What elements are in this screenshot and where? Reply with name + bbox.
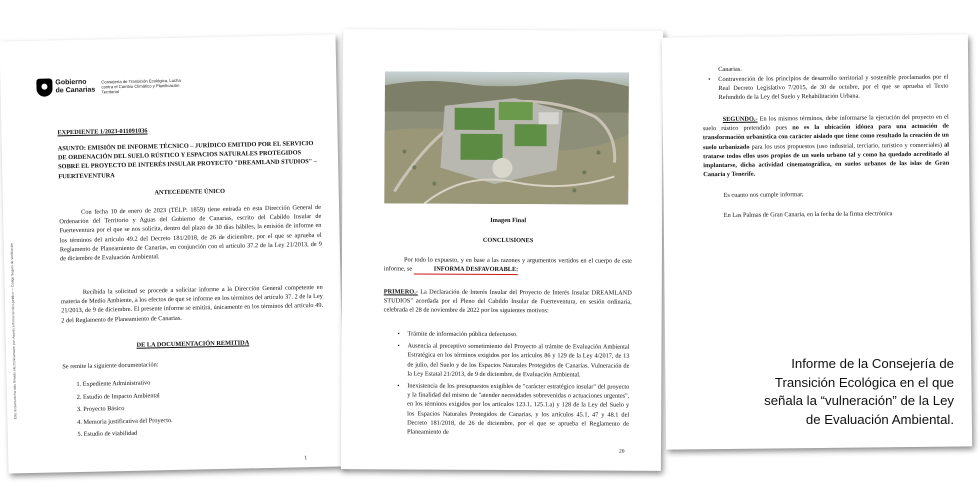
- dreamland-studios-render-image: [384, 71, 629, 204]
- department-name: Consejería de Transición Ecológica, Lucha contra el Cambio Climático y Planificación Territorial: [101, 77, 181, 95]
- reasons-list: [391, 329, 630, 440]
- conclusiones-heading: CONCLUSIONES: [482, 236, 534, 245]
- list-item: • Trámite de información pública defectuoso.: [408, 330, 630, 340]
- page-number: 1: [304, 455, 308, 462]
- primero-text: La Declaración de Interés Insular del Proyecto de Interés Insular DREAMLAND STUDIOS" acordada por el Pleno del Cabildo Insular de Fuerteventura, en sesión ordinaria, celebrada el 28 de noviembre de 2022 por los siguientes motivos:: [383, 288, 632, 315]
- closing-line: Es cuanto nos cumple informar,: [723, 191, 804, 199]
- list-item: 2. Estudio de Impacto Ambiental: [83, 387, 331, 401]
- antecedente-paragraph: Con fecha 10 de enero de 2023 (TELP: 1859) tiene entrada en esta Dirección General de Ordenación del Territorio y Aguas del Gobierno de Canarias, escrito del Cabildo Insular de Fuerteventura por el que se nos solicita, dentro del plazo de 30 días hábiles, la emisión de informe en los términos del artículo 49.2 del Decreto 181/2018, de 26 de diciembre, por el que se aprueba el Reglamento de Planeamiento de Canarias, en conjunción con el artículo 37.2 de la Ley 21/2013, de 9 de diciembre de Evaluación Ambiental.: [59, 203, 322, 263]
- image-caption: Imagen Final: [490, 216, 527, 225]
- conclusion-intro: [384, 255, 632, 276]
- list-item: • Inexistencia de los presupuestos exigibles de "carácter estratégico insular" del proyecto y la finalidad del mismo de "atender necesidades sobrevenidas o actuaciones urgentes", en los términos exigidos por los artículos 123.1, 125.1.a) y 128 de la Ley del Suelo y los Espacios Naturales Protegidos de Canarias, y los artículos 45.1, 47 y 48.1 del Decreto 181/2018, de 26 de diciembre, por el que se aprueba el Reglamento de Planeamiento de: [407, 382, 629, 438]
- report-page-2: [341, 29, 663, 471]
- signature-side-note: Este documento ha sido firmado electrónicamente por: Asunto: Informe técnico-jurídico — Código Seguro de Verificación: [9, 242, 18, 420]
- continued-item: Canarias.: [718, 65, 742, 74]
- conclusion-intro-text: Por todo lo expuesto, y en base a las razones y argumentos vertidos en el cuerpo de este informe, se: [383, 256, 632, 273]
- page-number: 20: [618, 448, 625, 455]
- list-item: 1. Expediente Administrativo: [83, 375, 331, 389]
- asunto-heading: ASUNTO: EMISIÓN DE INFORME TÉCNICO – JURÍDICO EMITIDO POR EL SERVICIO DE ORDENACIÓN DEL SUELO RÚSTICO Y ESPACIOS NATURALES PROTEGIDOS SOBRE EL PROYECTO DE INTERÉS INSULAR PROYECTO "DREAMLAND STUDIOS" – FUERTEVENTURA: [57, 140, 318, 180]
- verdict-unfavourable: INFORMA DESFAVORABLE:: [414, 265, 519, 276]
- segundo-text-d: al tratarse todos ellos usos propios de un suelo urbano tal y como ha quedado acreditado al implantarse, dicha actividad cinematográfica, en suelos urbanos de las islas de Gran Canaria y Tenerife.: [703, 141, 950, 179]
- primero-label: PRIMERO.-: [383, 288, 418, 296]
- documentacion-intro: Se remite la siguiente documentación:: [62, 361, 159, 371]
- list-item: • Ausencia al preceptivo sometimiento del Proyecto al trámite de Evaluación Ambiental Estratégica en los términos exigidos por los artículos 86 y 129 de la Ley 4/2017, de 13 de julio, del Suelo y de los Espacios Naturales Protegidos de Canarias. Vulneración de la Ley Estatal 21/2013, de 9 de diciembre, de Evaluación Ambiental.: [407, 342, 629, 380]
- place-date-line: En Las Palmas de Gran Canaria, en la fecha de la firma electrónica: [723, 210, 893, 219]
- segundo-text-b: no es la ubicación idónea para una actuación de transformación urbanística con carácter aislado que tiene como resultado la creación de un suelo urbanizado: [702, 122, 949, 151]
- list-item: 5. Estudio de viabilidad: [84, 425, 332, 439]
- list-item: 3. Proyecto Básico: [83, 400, 331, 414]
- logo-line-2: de Canarias: [55, 86, 96, 95]
- list-item: 4. Memoria justificativa del Proyecto.: [83, 412, 331, 426]
- documentacion-heading: DE LA DOCUMENTACIÓN REMITIDA: [136, 339, 250, 349]
- segundo-label: SEGUNDO.-: [722, 115, 758, 123]
- principles-item: [718, 73, 948, 106]
- list-item: • Contravención de los principios de desarrollo territorial y sostenible proclamados por el Real Decreto Legislativo 7/2015, de 30 de octubre, por el que se aprueba el Texto Refundido de la Ley del Suelo y Rehabilitación Urbana.: [718, 73, 948, 103]
- logo-line-1: Gobierno: [55, 78, 87, 87]
- solicitud-paragraph: Recibida la solicitud se procede a solicitar informe a la Dirección General competente en materia de Medio Ambiente, a los efectos de que se informe en los términos del artículo 37. 2 de la Ley 21/2013, de 9 de diciembre. El presente informe se emitirá, únicamente en los términos del artículo 49. 2 del Reglamento de Planeamiento de Canarias.: [60, 283, 324, 324]
- gobierno-canarias-logo: [36, 78, 95, 97]
- segundo-text-a: En los mismos términos, debe informarse la ejecución del proyecto en el suelo rústico pretendido pues: [702, 113, 949, 133]
- primero-paragraph: [384, 287, 632, 316]
- segundo-text-c: para los usos propuestos (uso industrial, terciario, turístico y comerciales): [751, 141, 943, 151]
- photo-caption: Informe de la Consejería de Transición Ecológica en el que señala la “vulneración” de la Ley de Evaluación Ambiental.: [764, 356, 954, 427]
- documentation-list: [69, 375, 332, 443]
- antecedente-heading: ANTECEDENTE ÚNICO: [154, 187, 226, 197]
- report-page-1: [0, 35, 344, 474]
- segundo-paragraph: [703, 113, 950, 180]
- expediente-number: EXPEDIENTE 1/2023-011091036: [57, 127, 148, 137]
- coat-of-arms-icon: [36, 78, 52, 96]
